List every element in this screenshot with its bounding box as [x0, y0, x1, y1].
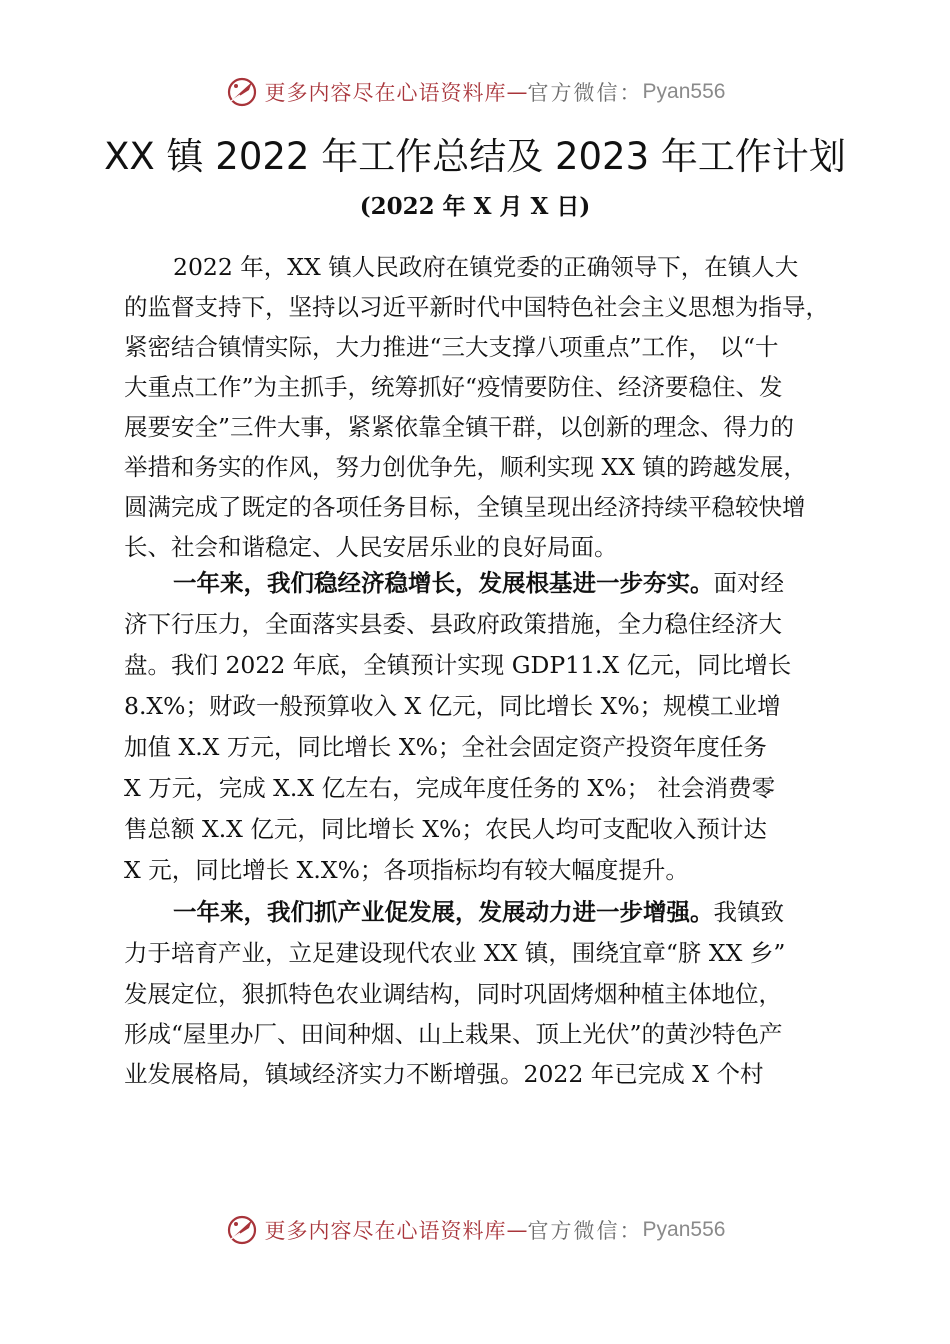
paragraph-line: 发展定位，狠抓特色农业调结构，同时巩固烤烟种植主体地位， — [124, 980, 782, 1008]
paragraph-line: 2022 年，XX 镇人民政府在镇党委的正确领导下，在镇人大 — [173, 253, 799, 281]
quill-logo-icon — [225, 1213, 259, 1247]
document-date: (2022 年 X 月 X 日) — [359, 193, 591, 220]
banner-separator: — — [506, 1218, 528, 1242]
paragraph-line: 紧密结合镇情实际，大力推进“三大支撑八项重点”工作， 以“十 — [124, 333, 779, 361]
paragraph-line: X 元，同比增长 X.X%；各项指标均有较大幅度提升。 — [124, 856, 689, 884]
paragraph-line: 盘。我们 2022 年底，全镇预计实现 GDP11.X 亿元，同比增长 — [124, 651, 792, 679]
paragraph-line: 大重点工作”为主抓手，统筹抓好“疫情要防住、经济要稳住、发 — [124, 373, 783, 401]
paragraph-text: 我镇致 — [713, 898, 784, 926]
paragraph-line: 举措和务实的作风，努力创优争先，顺利实现 XX 镇的跨越发展， — [124, 453, 807, 481]
banner-separator: — — [506, 80, 528, 104]
paragraph-line: 形成“屋里办厂、田间种烟、山上栽果、顶上光伏”的黄沙特色产 — [124, 1020, 783, 1048]
paragraph-line: 长、社会和谐稳定、人民安居乐业的良好局面。 — [124, 533, 618, 561]
paragraph-line: 力于培育产业，立足建设现代农业 XX 镇，围绕宜章“脐 XX 乡” — [124, 939, 786, 967]
paragraph-heading-line — [173, 897, 784, 927]
section-heading: 一年来，我们抓产业促发展，发展动力进一步增强。 — [173, 898, 714, 926]
banner-wechat-id: Pyan556 — [642, 80, 726, 103]
paragraph-line: 济下行压力，全面落实县委、县政府政策措施，全力稳住经济大 — [124, 610, 782, 638]
paragraph-line: X 万元，完成 X.X 亿左右，完成年度任务的 X%； 社会消费零 — [124, 774, 776, 802]
paragraph-line: 售总额 X.X 亿元，同比增长 X%；农民人均可支配收入预计达 — [124, 815, 767, 843]
paragraph-line: 加值 X.X 万元，同比增长 X%；全社会固定资产投资年度任务 — [124, 733, 767, 761]
paragraph-line: 业发展格局，镇域经济实力不断增强。2022 年已完成 X 个村 — [124, 1060, 764, 1088]
banner-wechat-label: 官方微信： — [527, 1219, 643, 1243]
paragraph-line: 的监督支持下，坚持以习近平新时代中国特色社会主义思想为指导， — [124, 293, 829, 321]
banner-wechat-id: Pyan556 — [642, 1218, 726, 1241]
banner-text: 更多内容尽在心语资料库 — [264, 1219, 507, 1243]
header-banner — [0, 72, 950, 112]
paragraph-line: 展要安全”三件大事，紧紧依靠全镇干群，以创新的理念、得力的 — [124, 413, 795, 441]
paragraph-heading-line — [173, 568, 784, 598]
section-heading: 一年来，我们稳经济稳增长，发展根基进一步夯实。 — [173, 569, 714, 597]
paragraph-line: 8.X%；财政一般预算收入 X 亿元，同比增长 X%；规模工业增 — [124, 692, 781, 720]
paragraph-text: 面对经 — [713, 569, 784, 597]
paragraph-line: 圆满完成了既定的各项任务目标，全镇呈现出经济持续平稳较快增 — [124, 493, 806, 521]
quill-logo-icon — [225, 75, 259, 109]
banner-wechat-label: 官方微信： — [527, 81, 643, 105]
footer-banner — [0, 1210, 950, 1250]
document-title: XX 镇 2022 年工作总结及 2023 年工作计划 — [104, 135, 846, 178]
banner-text: 更多内容尽在心语资料库 — [264, 81, 507, 105]
